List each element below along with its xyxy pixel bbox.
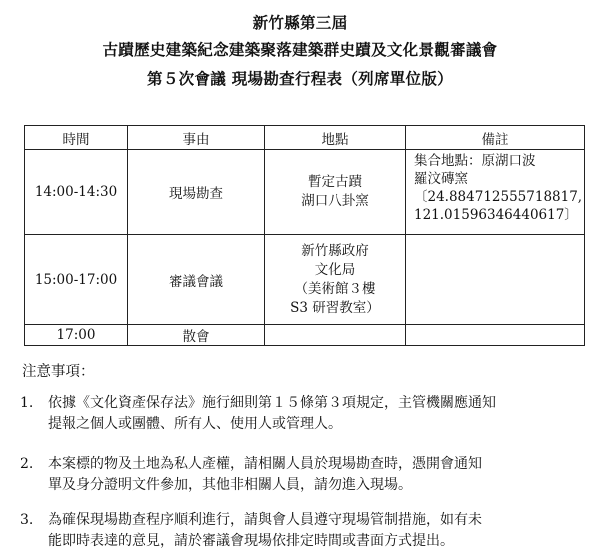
notes-heading: 注意事項： <box>22 364 95 380</box>
place-line: （美術館３樓 <box>294 280 376 297</box>
note-text-line: 單及身分證明文件參加，其他非相關人員，請勿進入現場。 <box>48 477 412 493</box>
cell-note <box>406 235 585 325</box>
cell-place <box>265 235 406 325</box>
place-line: 新竹縣政府 <box>301 242 369 259</box>
place-line: 湖口八卦窯 <box>301 193 369 209</box>
col-header-time: 時間 <box>25 126 128 150</box>
place-line: S3 研習教室） <box>290 299 380 316</box>
schedule-table <box>24 125 585 346</box>
col-header-note: 備註 <box>406 126 585 150</box>
cell-item: 審議會議 <box>128 235 265 325</box>
note-text-line: 本案標的物及土地為私人產權，請相關人員於現場勘查時，憑開會通知 <box>48 456 482 472</box>
note-line: 121.01596346440617〕 <box>414 207 578 223</box>
col-header-item: 事由 <box>128 126 265 150</box>
note-text-line: 依據《文化資產保存法》施行細則第１５條第３項規定，主管機關應通知 <box>48 395 496 411</box>
note-number: 1. <box>20 395 34 411</box>
note-line: 羅汶磚窯 <box>414 171 468 187</box>
note-number: 3. <box>20 512 34 528</box>
cell-place <box>265 150 406 235</box>
note-item <box>20 454 600 496</box>
note-number: 2. <box>20 456 34 472</box>
cell-note <box>406 325 585 346</box>
title-committee: 古蹟歷史建築紀念建築聚落建築群史蹟及文化景觀審議會 <box>102 41 498 59</box>
note-text-line: 為確保現場勘查程序順利進行，請與會人員遵守現場管制措施，如有未 <box>48 512 482 528</box>
table-row <box>25 150 585 235</box>
cell-time: 14:00-14:30 <box>25 150 128 235</box>
cell-item: 現場勘查 <box>128 150 265 235</box>
table-row <box>25 325 585 346</box>
cell-item: 散會 <box>128 325 265 346</box>
cell-place <box>265 325 406 346</box>
place-line: 文化局 <box>314 261 356 278</box>
note-line: 集合地點：原湖口波 <box>414 153 536 169</box>
title-meeting: 第５次會議 現場勘查行程表（列席單位版） <box>147 70 453 88</box>
col-header-place: 地點 <box>265 126 406 150</box>
cell-time: 17:00 <box>25 325 128 346</box>
table-header-row <box>25 126 585 150</box>
table-row <box>25 235 585 325</box>
cell-time: 15:00-17:00 <box>25 235 128 325</box>
title-county: 新竹縣第三屆 <box>252 14 348 32</box>
note-text-line: 提報之個人或團體、所有人、使用人或管理人。 <box>48 416 342 432</box>
note-text-line: 能即時表達的意見，請於審議會現場依排定時間或書面方式提出。 <box>48 533 454 549</box>
note-line: 〔24.884712555718817, <box>414 189 583 205</box>
cell-note <box>406 150 585 235</box>
note-item <box>20 393 600 435</box>
note-item <box>20 510 600 552</box>
place-line: 暫定古蹟 <box>308 174 362 190</box>
